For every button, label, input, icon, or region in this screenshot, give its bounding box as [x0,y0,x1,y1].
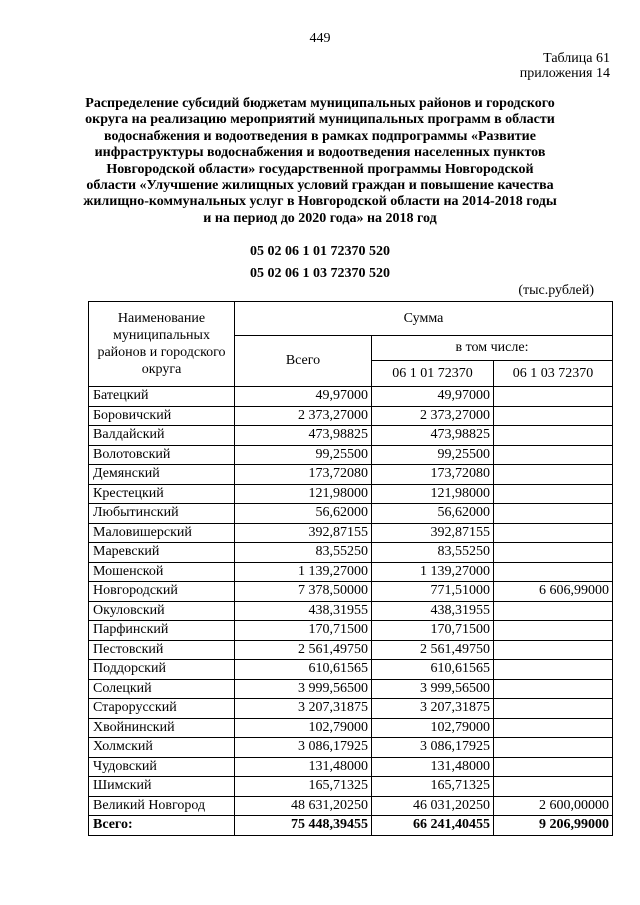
amount-code-2 [494,777,613,797]
table-row [89,484,613,504]
amount-code-1: 473,98825 [372,426,494,446]
amount-code-2 [494,504,613,524]
table-row [89,679,613,699]
header-including: в том числе: [372,336,613,361]
title-line: жилищно-коммунальных услуг в Новгородской области на 2014-2018 годы [83,194,557,210]
amount-code-1: 3 207,31875 [372,699,494,719]
amount-code-1: 1 139,27000 [372,562,494,582]
total-amount: 102,79000 [235,718,372,738]
table-row [89,543,613,563]
title-line: Распределение субсидий бюджетам муниципальных районов и городского [85,96,555,111]
title-line: водоснабжения и водоотведения в рамках подпрограммы «Развитие [104,128,536,144]
grand-total-code-1: 66 241,40455 [372,816,494,836]
district-name: Великий Новгород [89,796,235,816]
amount-code-2 [494,562,613,582]
table-row [89,445,613,465]
district-name: Солецкий [89,679,235,699]
total-amount: 48 631,20250 [235,796,372,816]
amount-code-1: 438,31955 [372,601,494,621]
subsidy-table [88,301,613,836]
units-label: (тыс.рублей) [518,283,594,298]
amount-code-1: 83,55250 [372,543,494,563]
total-amount: 131,48000 [235,757,372,777]
district-name: Поддорский [89,660,235,680]
table-row [89,718,613,738]
amount-code-1: 49,97000 [372,387,494,407]
total-amount: 392,87155 [235,523,372,543]
total-amount: 2 373,27000 [235,406,372,426]
total-amount: 3 999,56500 [235,679,372,699]
title-line: и на период до 2020 года» на 2018 год [203,210,437,226]
district-name: Боровичский [89,406,235,426]
budget-code-1: 05 02 06 1 01 72370 520 [250,244,390,259]
table-row [89,504,613,524]
district-name: Демянский [89,465,235,485]
district-name: Новгородский [89,582,235,602]
table-header [89,302,613,387]
table-row [89,406,613,426]
total-amount: 121,98000 [235,484,372,504]
grand-total-amount: 75 448,39455 [235,816,372,836]
page-number: 449 [309,31,331,46]
table-row [89,621,613,641]
table-row [89,465,613,485]
amount-code-2 [494,426,613,446]
district-name: Любытинский [89,504,235,524]
table-row [89,738,613,758]
district-name: Маревский [89,543,235,563]
total-amount: 3 207,31875 [235,699,372,719]
total-row [89,816,613,836]
table-row [89,640,613,660]
amount-code-2 [494,601,613,621]
amount-code-2: 2 600,00000 [494,796,613,816]
amount-code-2 [494,387,613,407]
amount-code-1: 165,71325 [372,777,494,797]
amount-code-2 [494,484,613,504]
table-row [89,387,613,407]
amount-code-2 [494,406,613,426]
amount-code-1: 56,62000 [372,504,494,524]
amount-code-1: 392,87155 [372,523,494,543]
district-name: Чудовский [89,757,235,777]
district-name: Маловишерский [89,523,235,543]
amount-code-1: 771,51000 [372,582,494,602]
district-name: Валдайский [89,426,235,446]
table-body [89,387,613,836]
title-line: округа на реализацию мероприятий муниципальных программ в области [85,112,555,128]
total-amount: 610,61565 [235,660,372,680]
table-row [89,757,613,777]
grand-total-code-2: 9 206,99000 [494,816,613,836]
district-name: Шимский [89,777,235,797]
header-sum: Сумма [235,302,613,336]
table-row [89,523,613,543]
amount-code-1: 46 031,20250 [372,796,494,816]
amount-code-1: 3 999,56500 [372,679,494,699]
total-amount: 56,62000 [235,504,372,524]
district-name: Волотовский [89,445,235,465]
amount-code-2 [494,679,613,699]
district-name: Старорусский [89,699,235,719]
total-amount: 473,98825 [235,426,372,446]
amount-code-1: 99,25500 [372,445,494,465]
amount-code-2 [494,445,613,465]
district-name: Хвойнинский [89,718,235,738]
amount-code-2: 6 606,99000 [494,582,613,602]
amount-code-1: 121,98000 [372,484,494,504]
district-name: Холмский [89,738,235,758]
table-row [89,660,613,680]
amount-code-1: 3 086,17925 [372,738,494,758]
amount-code-1: 173,72080 [372,465,494,485]
total-amount: 1 139,27000 [235,562,372,582]
title-line: Новгородской области» государственной программы Новгородской [106,161,534,177]
district-name: Окуловский [89,601,235,621]
amount-code-2 [494,621,613,641]
total-amount: 165,71325 [235,777,372,797]
header-code-1: 06 1 01 72370 [372,361,494,387]
header-code-2: 06 1 03 72370 [494,361,613,387]
header-total: Всего [235,336,372,387]
district-name: Парфинский [89,621,235,641]
table-reference [520,51,610,81]
budget-codes [0,241,640,285]
document-title [80,96,560,227]
title-line: инфраструктуры водоснабжения и водоотведения населенных пунктов [94,145,546,161]
amount-code-1: 610,61565 [372,660,494,680]
table-row [89,582,613,602]
amount-code-1: 102,79000 [372,718,494,738]
total-amount: 173,72080 [235,465,372,485]
total-amount: 2 561,49750 [235,640,372,660]
amount-code-2 [494,660,613,680]
total-amount: 7 378,50000 [235,582,372,602]
table-ref-line1: Таблица 61 [543,51,610,66]
amount-code-2 [494,699,613,719]
total-amount: 83,55250 [235,543,372,563]
amount-code-1: 2 373,27000 [372,406,494,426]
table-row [89,777,613,797]
title-line: области «Улучшение жилищных условий граждан и повышение качества [86,178,554,194]
amount-code-2 [494,465,613,485]
total-amount: 3 086,17925 [235,738,372,758]
amount-code-1: 170,71500 [372,621,494,641]
table-ref-line2: приложения 14 [519,66,610,81]
district-name: Мошенской [89,562,235,582]
amount-code-1: 131,48000 [372,757,494,777]
total-amount: 49,97000 [235,387,372,407]
amount-code-1: 2 561,49750 [372,640,494,660]
amount-code-2 [494,738,613,758]
district-name: Крестецкий [89,484,235,504]
table-row [89,796,613,816]
total-amount: 438,31955 [235,601,372,621]
total-amount: 170,71500 [235,621,372,641]
total-amount: 99,25500 [235,445,372,465]
table-row [89,699,613,719]
budget-code-2: 05 02 06 1 03 72370 520 [250,266,390,281]
amount-code-2 [494,640,613,660]
table-row [89,562,613,582]
district-name: Пестовский [89,640,235,660]
amount-code-2 [494,543,613,563]
header-name: Наименование муниципальных районов и городского округа [89,302,235,387]
amount-code-2 [494,523,613,543]
amount-code-2 [494,757,613,777]
table-row [89,426,613,446]
total-label: Всего: [89,816,235,836]
table-row [89,601,613,621]
district-name: Батецкий [89,387,235,407]
amount-code-2 [494,718,613,738]
